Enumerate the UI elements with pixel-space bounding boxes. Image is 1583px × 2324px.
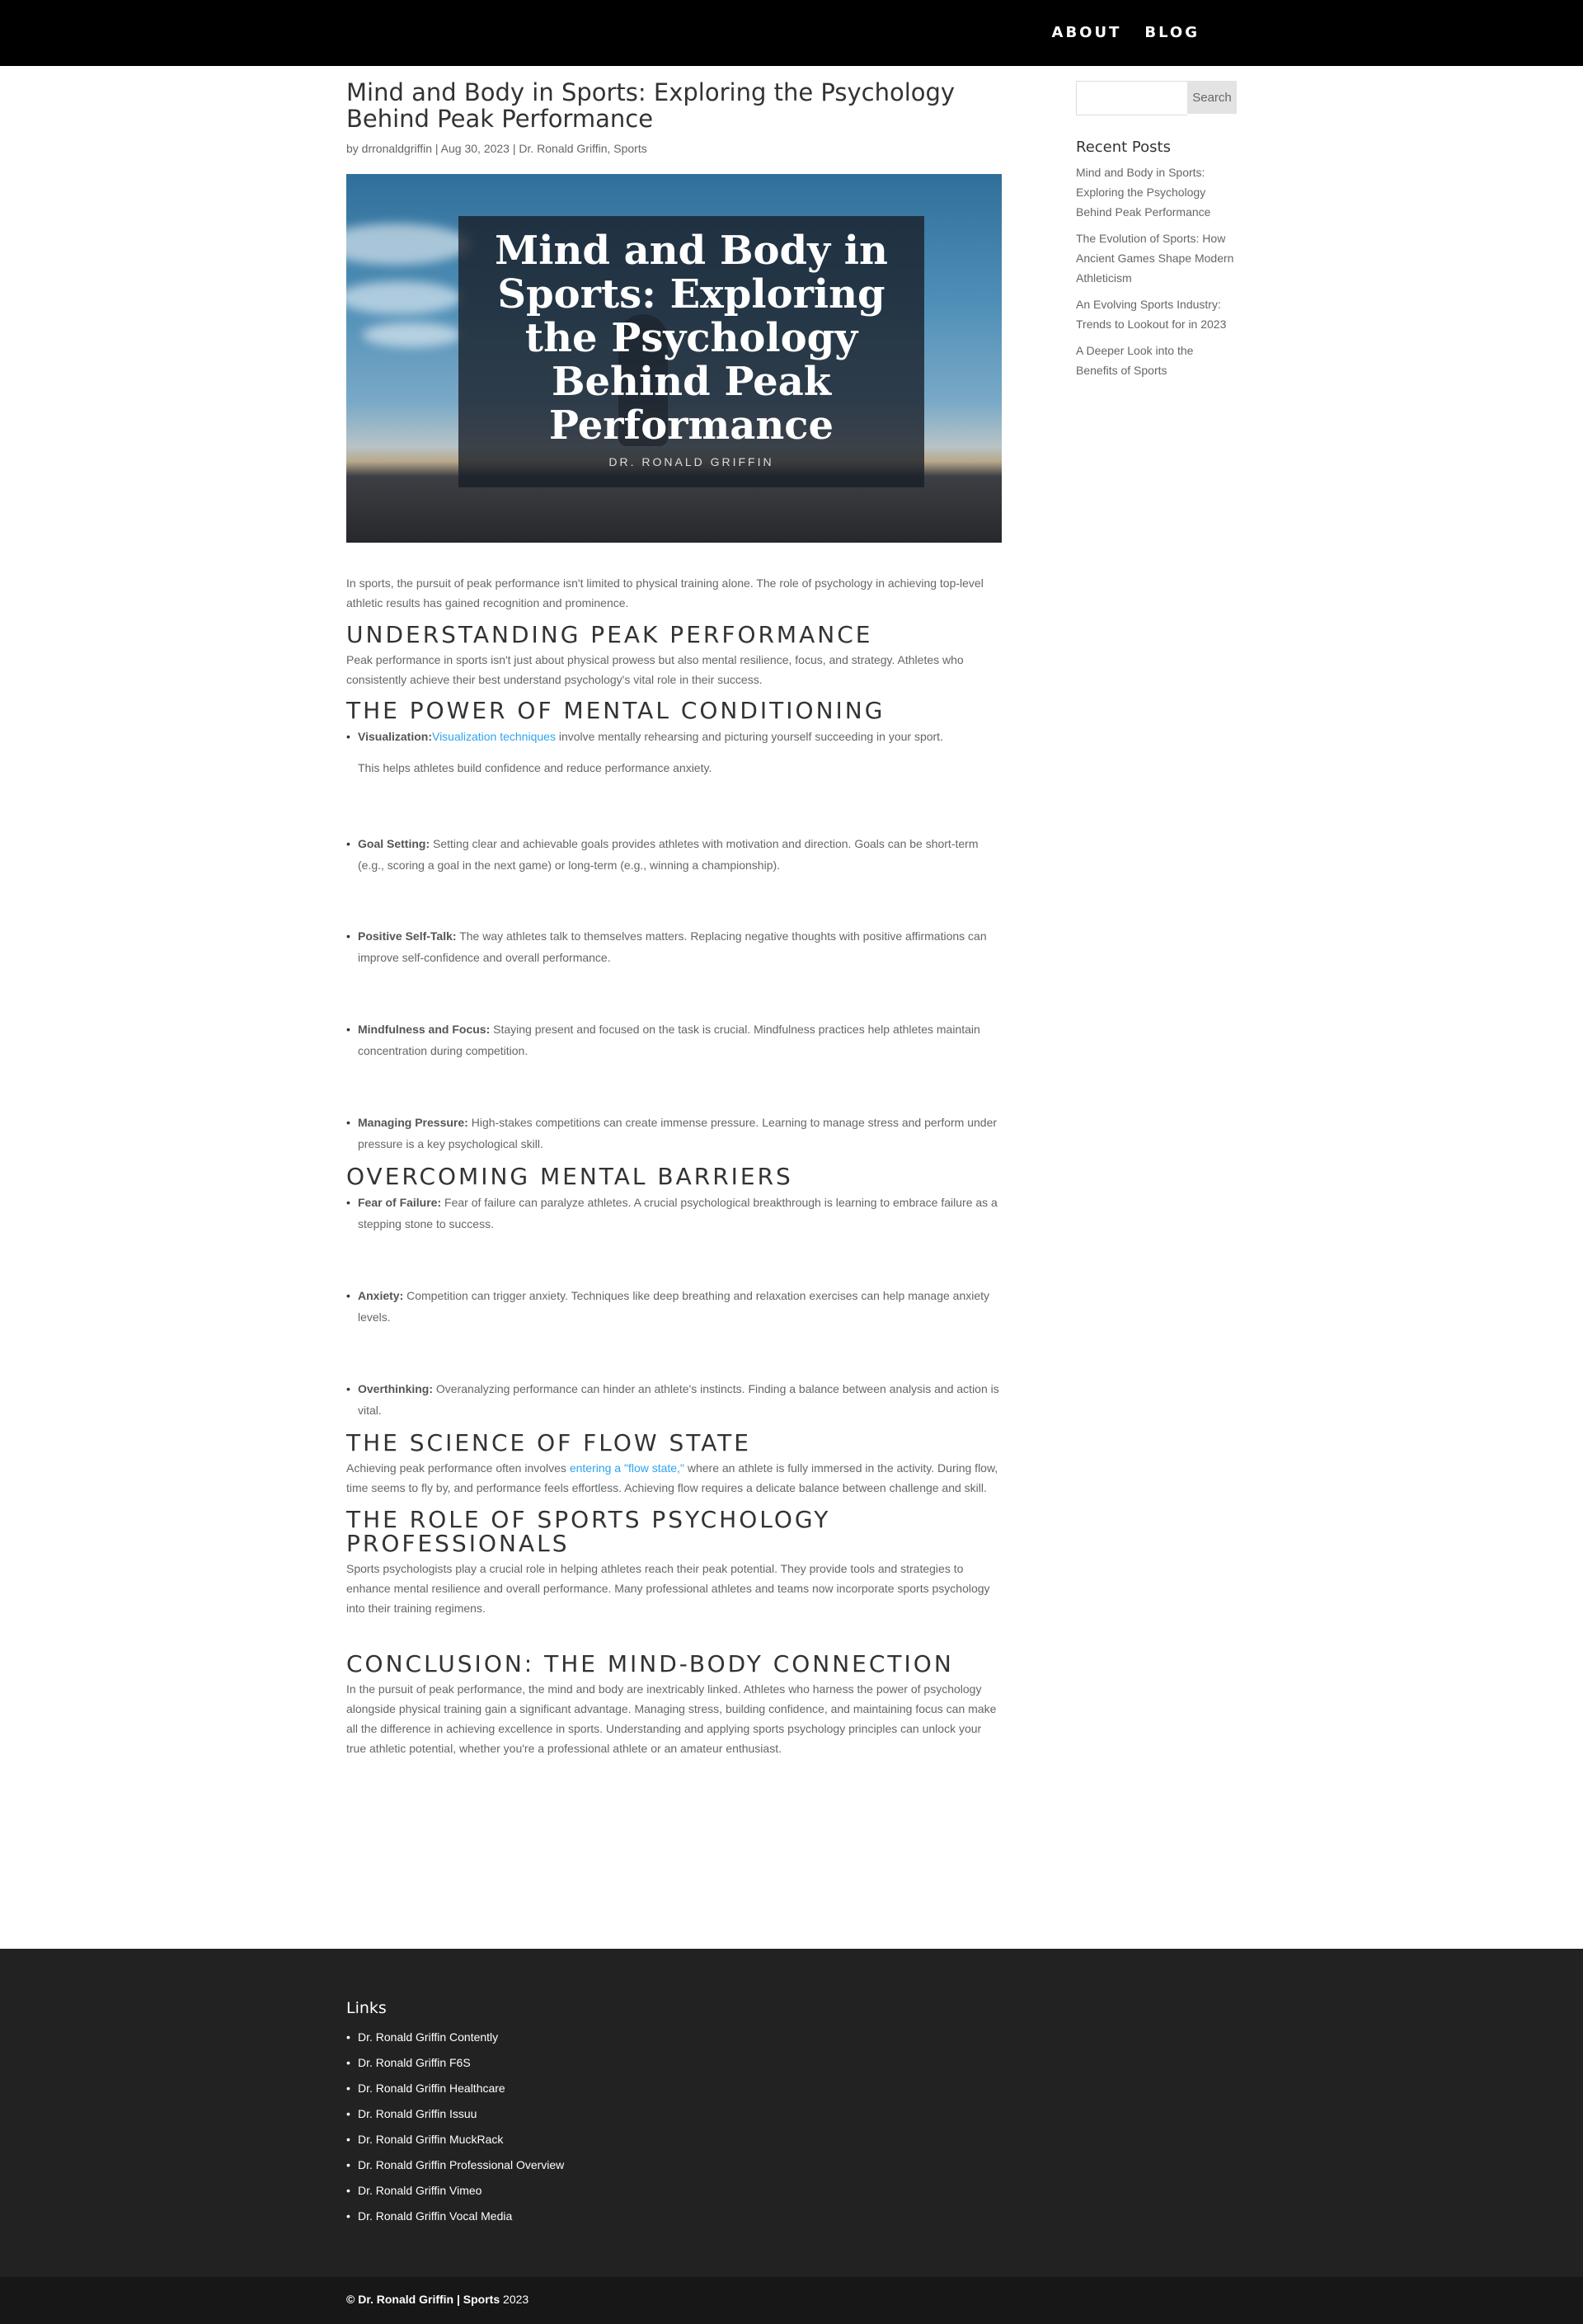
flow-paragraph [346,1458,1002,1498]
list-text: High-stakes competitions can create immense pressure. Learning to manage stress and perform under pressure is a key psychological skill. [358,1116,998,1150]
footer-link[interactable]: • Dr. Ronald Griffin Healthcare [346,2076,564,2101]
list-text: Fear of failure can paralyze athletes. A crucial psychological breakthrough is learning to embrace failure as a stepping stone to success. [358,1196,998,1230]
list-text: This helps athletes build confidence and reduce performance anxiety. [358,761,712,774]
list-term: Positive Self-Talk: [358,929,457,943]
list-term: Managing Pressure: [358,1116,468,1129]
search-button[interactable]: Search [1187,81,1237,114]
copyright-year: 2023 [500,2293,529,2306]
list-term: Goal Setting: [358,837,430,850]
list-item [346,1192,1002,1235]
list-text: Overanalyzing performance can hinder an athlete's instincts. Finding a balance between analysis and action is vital. [358,1382,999,1417]
recent-posts-title: Recent Posts [1076,139,1171,156]
list-text: Competition can trigger anxiety. Techniques like deep breathing and relaxation exercises can help manage anxiety levels. [358,1289,990,1324]
footer-link[interactable]: • Dr. Ronald Griffin Vimeo [346,2178,564,2204]
list-term: Visualization: [358,730,432,743]
search-form [1076,81,1237,114]
footer-link[interactable]: • Dr. Ronald Griffin Professional Overview [346,2152,564,2178]
footer-link[interactable]: • Dr. Ronald Griffin Vocal Media [346,2204,564,2229]
visualization-link[interactable]: Visualization techniques [431,730,556,743]
footer-link[interactable]: • Dr. Ronald Griffin MuckRack [346,2127,564,2152]
recent-post-link[interactable]: A Deeper Look into the Benefits of Sports [1076,344,1194,377]
conclusion-paragraph: In the pursuit of peak performance, the mind and body are inextricably linked. Athletes who harness the power of psychology alongside physical training gain a significant advantage. Managing stress, building confidence, and maintaining focus can make all the difference in achieving excellence in sports. Understanding and applying sports psychology principles can unlock your true athletic potential, whether you're a professional athlete or an amateur enthusiast. [346,1682,997,1755]
nav-blog-link[interactable]: BLOG [1144,24,1200,41]
sidebar [1076,81,1237,387]
cloud-shape [346,281,462,314]
recent-post-link[interactable]: An Evolving Sports Industry: Trends to Lookout for in 2023 [1076,298,1227,331]
list-term: Overthinking: [358,1382,434,1395]
featured-image [346,174,1002,543]
post-content [346,79,1002,1758]
recent-post-link[interactable]: Mind and Body in Sports: Exploring the Psychology Behind Peak Performance [1076,166,1211,219]
hero-author: DR. RONALD GRIFFIN [608,455,774,468]
footer [0,1949,1583,2277]
footer-link[interactable]: • Dr. Ronald Griffin F6S [346,2050,564,2076]
list-item [346,1378,1002,1421]
list-text: involve mentally rehearsing and picturing yourself succeeding in your sport. [555,730,943,743]
heading-mental-conditioning: THE POWER OF MENTAL CONDITIONING [346,697,885,724]
list-item [346,833,1002,876]
list-term: Anxiety: [358,1289,404,1302]
recent-post-link[interactable]: The Evolution of Sports: How Ancient Games Shape Modern Athleticism [1076,232,1234,285]
list-item [346,726,1002,779]
post-meta: by drronaldgriffin | Aug 30, 2023 | Dr. Ronald Griffin, Sports [346,142,647,155]
flow-text: Achieving peak performance often involves [346,1461,570,1475]
footer-link[interactable]: • Dr. Ronald Griffin Issuu [346,2101,564,2127]
intro-paragraph: In sports, the pursuit of peak performance isn't limited to physical training alone. The role of psychology in achieving top-level athletic results has gained recognition and prominence. [346,576,984,609]
role-paragraph: Sports psychologists play a crucial role in helping athletes reach their peak potential. They provide tools and strategies to enhance mental resilience and overall performance. Many professional athletes and teams now incorporate sports psychology into their training regimens. [346,1562,990,1615]
footer-links-list [346,2025,564,2229]
list-item [346,1112,1002,1155]
list-text: The way athletes talk to themselves matters. Replacing negative thoughts with positive affirmations can improve self-confidence and overall performance. [358,929,987,964]
list-term: Mindfulness and Focus: [358,1023,491,1036]
list-term: Fear of Failure: [358,1196,442,1209]
hero-title-box [458,216,924,487]
top-header [0,0,1583,66]
nav-about-link[interactable]: ABOUT [1051,24,1122,41]
heading-conclusion: CONCLUSION: THE MIND-BODY CONNECTION [346,1650,954,1677]
search-input[interactable] [1076,81,1187,115]
list-item [346,925,1002,968]
heading-mental-barriers: OVERCOMING MENTAL BARRIERS [346,1163,793,1190]
main-nav [1052,24,1200,41]
flow-state-link[interactable]: entering a "flow state," [569,1461,684,1475]
heading-sports-psychology: THE ROLE OF SPORTS PSYCHOLOGY PROFESSIONALS [346,1506,831,1557]
copyright-owner: © Dr. Ronald Griffin | Sports [346,2293,500,2306]
post-title: Mind and Body in Sports: Exploring the Psychology Behind Peak Performance [346,78,956,133]
footer-link[interactable]: • Dr. Ronald Griffin Contently [346,2025,564,2050]
copyright [346,2293,528,2306]
hero-title: Mind and Body in Sports: Exploring the Psychology Behind Peak Performance [495,228,888,449]
flow-text: where an athlete is fully immersed in the activity. During flow, time seems to fly by, and performance feels effortless. Achieving flow requires a delicate balance between challenge and skill. [346,1461,998,1494]
heading-flow-state: THE SCIENCE OF FLOW STATE [346,1429,751,1456]
cloud-shape [346,223,470,265]
list-item [346,1019,1002,1061]
list-text: Setting clear and achievable goals provides athletes with motivation and direction. Goals can be short-term (e.g., scoring a goal in the next game) or long-term (e.g., winning a championship). [358,837,979,872]
list-text: Staying present and focused on the task is crucial. Mindfulness practices help athletes maintain concentration during competition. [358,1023,980,1057]
understanding-paragraph: Peak performance in sports isn't just about physical prowess but also mental resilience, focus, and strategy. Athletes who consistently achieve their best understand psychology's vital role in their success. [346,653,964,686]
heading-understanding: UNDERSTANDING PEAK PERFORMANCE [346,621,873,648]
footer-links-title: Links [346,1999,387,2017]
list-item [346,1285,1002,1328]
bottom-bar [0,2277,1583,2324]
cloud-shape [363,322,462,347]
